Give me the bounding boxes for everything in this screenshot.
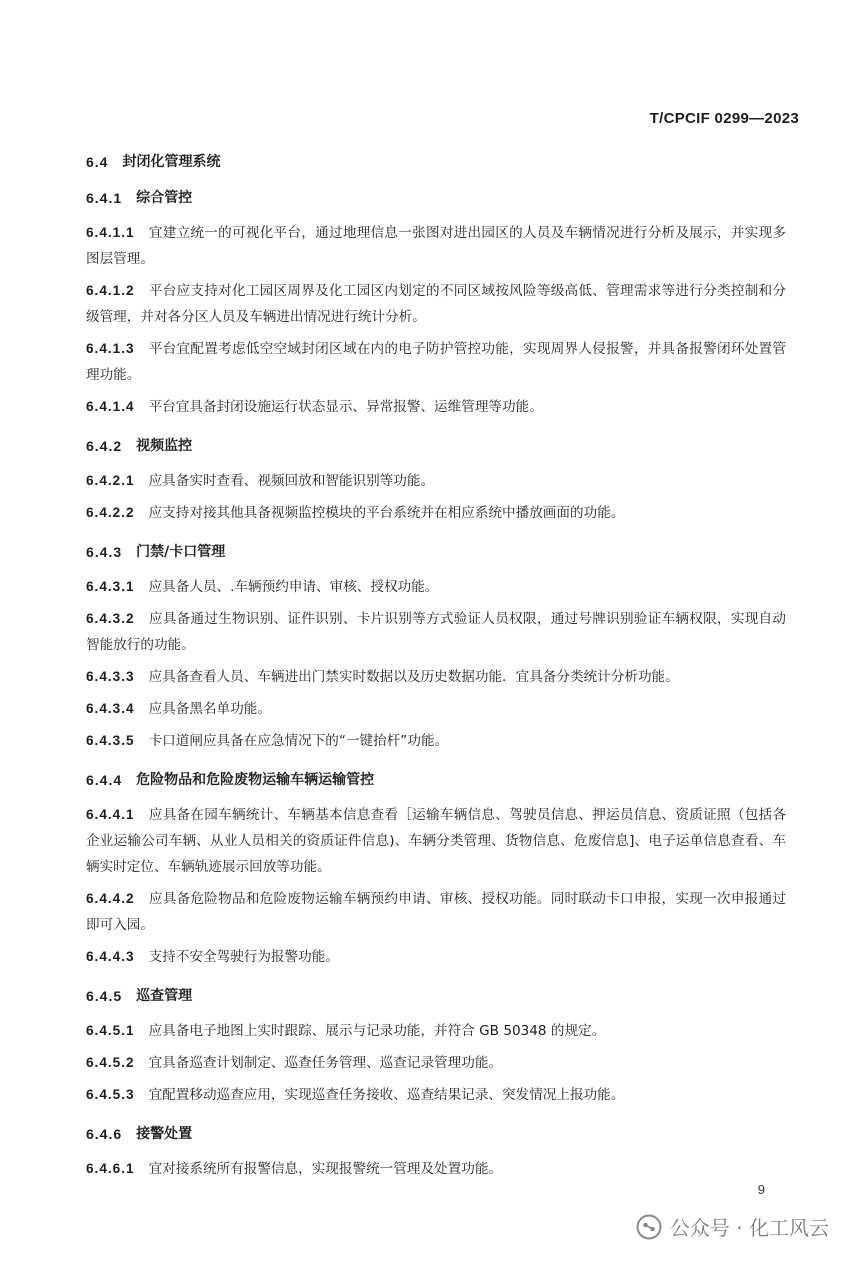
clause-text: 应具备在园车辆统计、车辆基本信息查看［运输车辆信息、驾驶员信息、押运员信息、资质证照（包括各企业运输公司车辆、从业人员相关的资质证件信息)、车辆分类管理、货物信息、危废信息]、电子运单信息查看、车辆实时定位、车辆轨迹展示回放等功能。 bbox=[86, 807, 786, 875]
clause-text: 平台宜具备封闭设施运行状态显示、异常报警、运维管理等功能。 bbox=[148, 399, 543, 415]
clause-number: 6.4.1.3 bbox=[86, 341, 135, 356]
section-title: 门禁/卡口管理 bbox=[136, 544, 226, 560]
section-number: 6.4.5 bbox=[86, 988, 123, 1004]
section-number: 6.4.2 bbox=[86, 438, 123, 454]
wechat-official-account-icon bbox=[636, 1214, 662, 1240]
clause-text: 宜对接系统所有报警信息，实现报警统一管理及处置功能。 bbox=[148, 1161, 503, 1177]
clause-paragraph bbox=[86, 606, 786, 658]
clause-paragraph bbox=[86, 728, 786, 754]
clause-text: 应具备电子地图上实时跟踪、展示与记录功能，并符合 GB 50348 的规定。 bbox=[148, 1023, 606, 1039]
clause-number: 6.4.3.3 bbox=[86, 669, 135, 684]
standard-code: T/CPCIF 0299—2023 bbox=[649, 110, 799, 127]
clause-number: 6.4.4.2 bbox=[86, 891, 135, 906]
section-title: 综合管控 bbox=[136, 190, 193, 206]
clause-paragraph bbox=[86, 336, 786, 388]
document-body bbox=[86, 152, 786, 1182]
clause-text: 应具备实时查看、视频回放和智能识别等功能。 bbox=[148, 473, 435, 489]
clause-text: 应具备危险物品和危险废物运输车辆预约申请、审核、授权功能。同时联动卡口申报，实现一次申报通过即可入园。 bbox=[86, 891, 786, 933]
section-number: 6.4.1 bbox=[86, 190, 123, 206]
clause-number: 6.4.5.1 bbox=[86, 1023, 135, 1038]
clause-text: 宜建立统一的可视化平台，通过地理信息一张图对进出园区的人员及车辆情况进行分析及展示，并实现多图层管理。 bbox=[86, 225, 786, 267]
clause-number: 6.4.4.1 bbox=[86, 807, 135, 822]
clause-paragraph bbox=[86, 886, 786, 938]
clause-number: 6.4.4.3 bbox=[86, 949, 135, 964]
clause-number: 6.4.6.1 bbox=[86, 1161, 135, 1176]
clause-text: 支持不安全驾驶行为报警功能。 bbox=[148, 949, 339, 965]
clause-text: 应具备黑名单功能。 bbox=[148, 701, 271, 717]
section-heading bbox=[86, 152, 786, 172]
clause-number: 6.4.3.5 bbox=[86, 733, 135, 748]
clause-paragraph bbox=[86, 500, 786, 526]
clause-text: 宜配置移动巡查应用，实现巡查任务接收、巡查结果记录、突发情况上报功能。 bbox=[148, 1087, 625, 1103]
section-number: 6.4.6 bbox=[86, 1126, 123, 1142]
page-number: 9 bbox=[757, 1182, 765, 1197]
section-title: 巡查管理 bbox=[136, 988, 193, 1004]
clause-paragraph bbox=[86, 696, 786, 722]
clause-paragraph bbox=[86, 1050, 786, 1076]
clause-paragraph bbox=[86, 1082, 786, 1108]
section-heading bbox=[86, 542, 786, 562]
clause-number: 6.4.3.1 bbox=[86, 579, 135, 594]
clause-text: 平台应支持对化工园区周界及化工园区内划定的不同区域按风险等级高低、管理需求等进行分类控制和分级管理，并对各分区人员及车辆进出情况进行统计分析。 bbox=[86, 283, 786, 325]
clause-number: 6.4.2.2 bbox=[86, 505, 135, 520]
section-heading bbox=[86, 436, 786, 456]
section-number: 6.4.4 bbox=[86, 772, 123, 788]
clause-number: 6.4.2.1 bbox=[86, 473, 135, 488]
section-heading bbox=[86, 986, 786, 1006]
clause-paragraph bbox=[86, 802, 786, 880]
section-title: 封闭化管理系统 bbox=[122, 154, 221, 170]
section-heading bbox=[86, 188, 786, 208]
clause-paragraph bbox=[86, 278, 786, 330]
clause-text: 应支持对接其他具备视频监控模块的平台系统并在相应系统中播放画面的功能。 bbox=[148, 505, 625, 521]
clause-number: 6.4.5.2 bbox=[86, 1055, 135, 1070]
clause-number: 6.4.1.1 bbox=[86, 225, 135, 240]
section-heading bbox=[86, 770, 786, 790]
section-title: 危险物品和危险废物运输车辆运输管控 bbox=[136, 772, 375, 788]
clause-paragraph bbox=[86, 220, 786, 272]
clause-text: 宜具备巡查计划制定、巡查任务管理、巡查记录管理功能。 bbox=[148, 1055, 503, 1071]
clause-number: 6.4.3.4 bbox=[86, 701, 135, 716]
clause-text: 应具备人员、.车辆预约申请、审核、授权功能。 bbox=[148, 579, 439, 595]
watermark bbox=[636, 1212, 829, 1241]
clause-paragraph bbox=[86, 1018, 786, 1044]
clause-text: 应具备通过生物识别、证件识别、卡片识别等方式验证人员权限，通过号牌识别验证车辆权限，实现自动智能放行的功能。 bbox=[86, 611, 786, 653]
clause-text: 平台宜配置考虑低空空域封闭区域在内的电子防护管控功能，实现周界人侵报警，并具备报警闭环处置管理功能。 bbox=[86, 341, 786, 383]
clause-text: 卡口道闸应具备在应急情况下的“一键抬杆”功能。 bbox=[148, 733, 449, 749]
section-title: 接警处置 bbox=[136, 1126, 193, 1142]
watermark-text: 公众号 · 化工风云 bbox=[669, 1216, 829, 1240]
clause-paragraph bbox=[86, 944, 786, 970]
clause-number: 6.4.1.2 bbox=[86, 283, 135, 298]
section-title: 视频监控 bbox=[136, 438, 193, 454]
section-number: 6.4.3 bbox=[86, 544, 123, 560]
clause-paragraph bbox=[86, 574, 786, 600]
clause-number: 6.4.1.4 bbox=[86, 399, 135, 414]
clause-text: 应具备查看人员、车辆进出门禁实时数据以及历史数据功能．宜具备分类统计分析功能。 bbox=[148, 669, 679, 685]
clause-number: 6.4.5.3 bbox=[86, 1087, 135, 1102]
section-number: 6.4 bbox=[86, 154, 109, 170]
clause-paragraph bbox=[86, 1156, 786, 1182]
section-heading bbox=[86, 1124, 786, 1144]
clause-number: 6.4.3.2 bbox=[86, 611, 135, 626]
clause-paragraph bbox=[86, 664, 786, 690]
clause-paragraph bbox=[86, 394, 786, 420]
clause-paragraph bbox=[86, 468, 786, 494]
